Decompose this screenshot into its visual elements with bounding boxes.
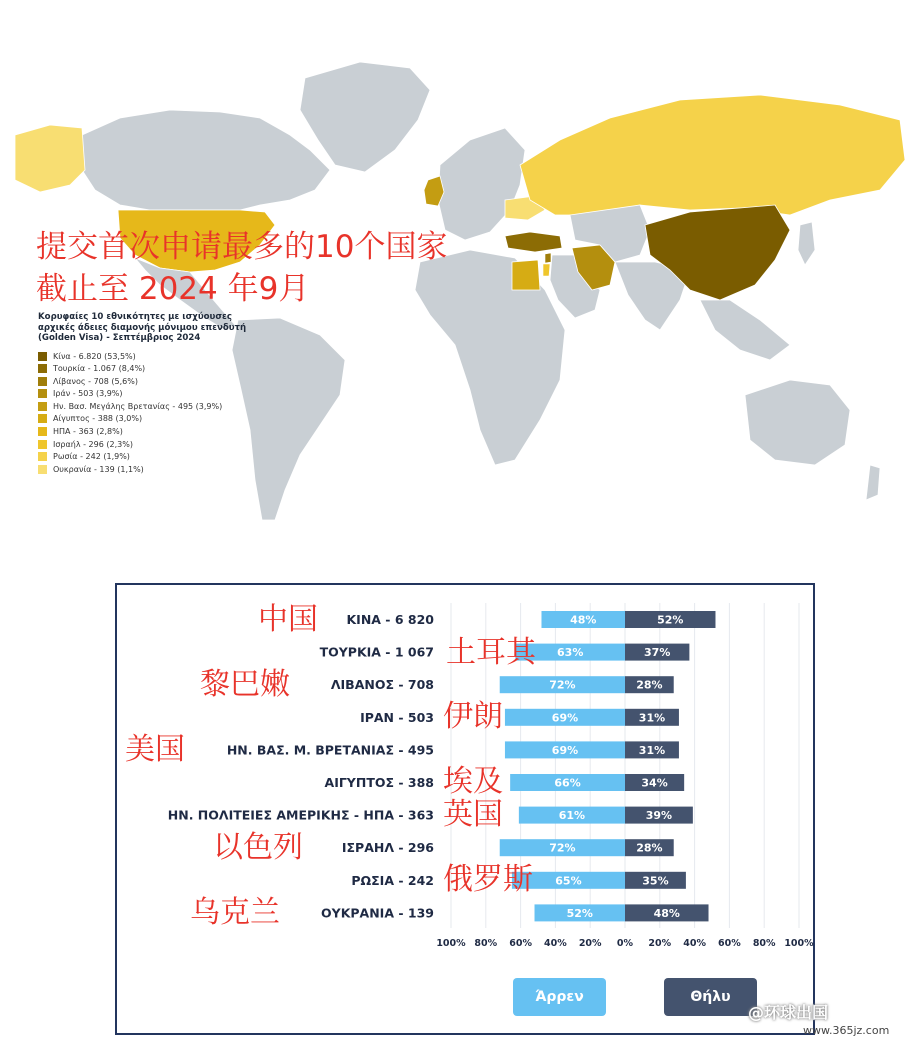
- data-label-male: 69%: [551, 711, 579, 725]
- chinese-country-label: 黎巴嫩: [200, 667, 290, 702]
- data-label-female: 37%: [644, 646, 671, 660]
- x-tick-label: 100%: [784, 938, 814, 949]
- data-label-male: 72%: [549, 678, 576, 692]
- data-label-female: 35%: [642, 874, 669, 888]
- category-label: ΡΩΣΙΑ - 242: [351, 872, 434, 888]
- x-tick-label: 60%: [718, 938, 741, 949]
- data-label-male: 52%: [566, 906, 593, 920]
- data-label-female: 48%: [653, 906, 680, 920]
- category-label: ΗΝ. ΠΟΛΙΤΕΙΕΣ ΑΜΕΡΙΚΗΣ - ΗΠΑ - 363: [167, 807, 434, 823]
- chinese-country-label: 英国: [443, 797, 503, 832]
- category-label: ΟΥΚΡΑΝΙΑ - 139: [321, 905, 434, 921]
- data-label-female: 31%: [638, 711, 666, 725]
- x-tick-label: 20%: [578, 938, 602, 949]
- chinese-country-label: 乌克兰: [190, 895, 280, 930]
- x-tick-label: 40%: [544, 938, 567, 949]
- x-tick-label: 0%: [616, 938, 634, 949]
- legend-label: Ουκρανία - 139 (1,1%): [53, 464, 144, 474]
- category-label: ΛΙΒΑΝΟΣ - 708: [330, 677, 434, 693]
- legend-label: Λίβανος - 708 (5,6%): [53, 376, 138, 386]
- data-label-male: 48%: [570, 613, 597, 627]
- category-label: ΙΡΑΝ - 503: [360, 709, 434, 725]
- data-label-male: 61%: [558, 809, 586, 823]
- category-label: ΗΝ. ΒΑΣ. Μ. ΒΡΕΤΑΝΙΑΣ - 495: [226, 742, 434, 758]
- x-tick-label: 60%: [509, 938, 532, 949]
- legend-female-button[interactable]: Θήλυ: [664, 978, 757, 1016]
- x-tick-label: 80%: [474, 938, 498, 949]
- x-tick-label: 20%: [648, 938, 672, 949]
- data-label-female: 52%: [657, 613, 684, 627]
- chinese-country-label: 埃及: [443, 764, 503, 799]
- category-label: ΙΣΡΑΗΛ - 296: [341, 840, 434, 856]
- category-label: ΑΙΓΥΠΤΟΣ - 388: [324, 775, 434, 790]
- chinese-country-label: 俄罗斯: [443, 862, 533, 897]
- x-tick-label: 80%: [752, 938, 776, 949]
- x-tick-label: 100%: [436, 938, 466, 949]
- chinese-country-label: 土耳其: [446, 635, 536, 670]
- legend-label: ΗΠΑ - 363 (2,8%): [53, 427, 123, 437]
- data-label-female: 31%: [638, 743, 666, 757]
- chinese-country-label: 美国: [125, 732, 185, 767]
- category-label: ΚΙΝΑ - 6 820: [346, 612, 434, 627]
- data-label-female: 28%: [636, 841, 663, 855]
- data-label-male: 65%: [555, 874, 582, 888]
- legend-label: Τουρκία - 1.067 (8,4%): [53, 364, 146, 374]
- overlay-title-line2: 截止至 2024 年9月: [36, 271, 310, 307]
- legend-label: Κίνα - 6.820 (53,5%): [53, 351, 136, 361]
- overlay-title-line1: 提交首次申请最多的10个国家: [36, 229, 448, 265]
- legend-label: Ιράν - 503 (3,9%): [53, 389, 123, 399]
- watermark-text: @环球出国: [748, 1003, 829, 1022]
- legend-male-button[interactable]: Άρρεν: [513, 978, 606, 1016]
- data-label-male: 69%: [551, 743, 579, 757]
- legend-label: Ην. Βασ. Μεγάλης Βρετανίας - 495 (3,9%): [53, 401, 223, 411]
- data-label-male: 72%: [549, 841, 576, 855]
- legend-label: Αίγυπτος - 388 (3,0%): [53, 414, 143, 424]
- chinese-country-label: 以色列: [213, 830, 303, 865]
- data-label-male: 66%: [554, 776, 581, 790]
- data-label-female: 39%: [645, 809, 673, 823]
- legend-label: Ισραήλ - 296 (2,3%): [53, 439, 133, 449]
- x-tick-label: 40%: [683, 938, 706, 949]
- data-label-female: 28%: [636, 678, 663, 692]
- map-legend-title: Κορυφαίες 10 εθνικότητες με ισχύουσες αρχικές άδειες διαμονής μόνιμου επενδυτή (Golden Visa) - Σεπτέμβριος 2024: [38, 312, 247, 343]
- watermark-url: www.365jz.com: [803, 1024, 890, 1037]
- data-label-male: 63%: [557, 646, 584, 660]
- category-label: ΤΟΥΡΚΙΑ - 1 067: [319, 644, 434, 660]
- chinese-country-label: 中国: [258, 602, 318, 637]
- chinese-country-label: 伊朗: [443, 699, 503, 734]
- legend-label: Ρωσία - 242 (1,9%): [53, 452, 130, 462]
- data-label-female: 34%: [641, 776, 668, 790]
